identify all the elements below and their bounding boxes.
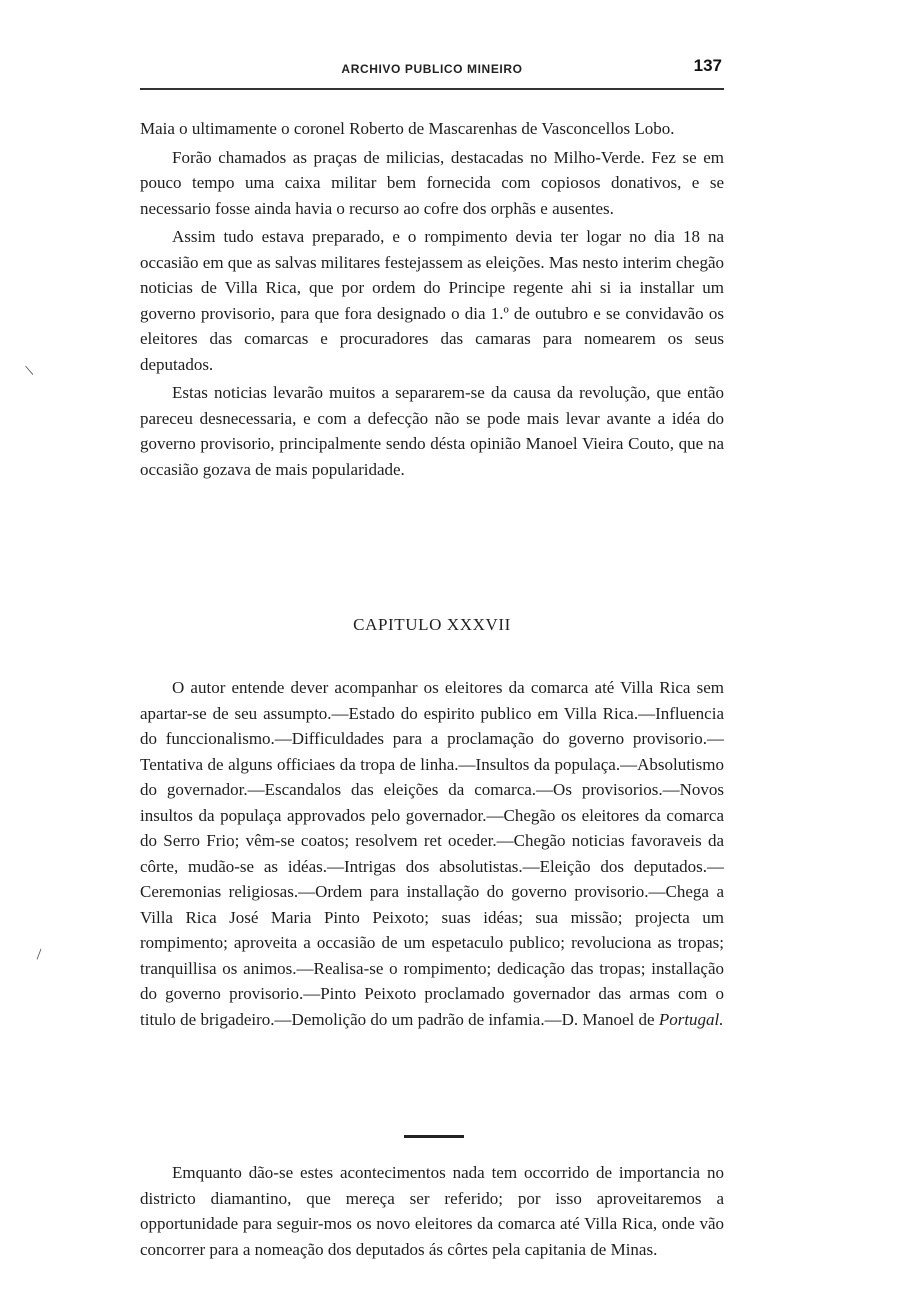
header-rule (140, 88, 724, 90)
running-title: ARCHIVO PUBLICO MINEIRO (341, 62, 523, 76)
chapter-summary (140, 675, 724, 1032)
page-number: 137 (693, 56, 722, 75)
paragraph: Estas noticias levarão muitos a separarem-se da causa da revolução, que então pareceu desnecessaria, e com a defecção não se pode mais levar avante a idéa do governo provisorio, principalmente sendo désta opinião Manoel Vieira Couto, que na occasião gozava de mais popularidade. (140, 383, 724, 479)
paragraph: Forão chamados as praças de milicias, destacadas no Milho-Verde. Fez se em pouco tempo uma caixa militar bem fornecida com copiosos donativos, e se necessario fosse ainda havia o recurso ao cofre dos orphãs e ausentes. (140, 147, 724, 218)
paragraph: Assim tudo estava preparado, e o rompimento devia ter logar no dia 18 na occasião em que as salvas militares festejassem as eleições. Mas nesto interim chegão noticias de Villa Rica, que por ordem do Principe regente ahi si ia installar um governo provisorio, para que fora designado o dia 1.º de outubro e se convidavão os eleitores das comarcas e procuradores das camaras para nomearem os seus deputados. (140, 227, 724, 374)
chapter-heading: CAPITULO XXXVII (353, 615, 511, 634)
closing-paragraph: Emquanto dão-se estes acontecimentos nada tem occorrido de importancia no districto diamantino, que mereça ser referido; por isso aproveitaremos a opportunidade para seguir-mos os novo eleitores da comarca até Villa Rica, onde vão concorrer para a nomeação dos deputados ás côrtes pela capitania de Minas. (140, 1163, 724, 1259)
margin-mark: / (21, 364, 39, 377)
summary-paragraph (140, 675, 724, 1032)
body-text (140, 116, 724, 482)
summary-text: O autor entende dever acompanhar os eleitores da comarca até Villa Rica sem apartar-se de seu assumpto.—Estado do espirito publico em Villa Rica.—Influencia do funccionalismo.—Difficuldades para a proclamação do governo provisorio.—Tentativa de alguns officiaes da tropa de linha.—Insultos da populaça.—Absolutismo do governador.—Escandalos das eleições da comarca.—Os provisorios.—Novos insultos da populaça approvados pelo governador.—Chegão os eleitores da comarca do Serro Frio; vêm-se coatos; resolvem ret oceder.—Chegão noticias favoraveis da côrte, mudão-se as idéas.—Intrigas dos absolutistas.—Eleição dos deputados.—Ceremonias religiosas.—Ordem para installação do governo provisorio.—Chega a Villa Rica José Maria Pinto Peixoto; suas idéas; sua missão; projecta um rompimento; aproveita a occasião de um espetaculo publico; revoluciona as tropas; tranquillisa os animos.—Realisa-se o rompimento; dedicação das tropas; installação do governo provisorio.—Pinto Peixoto proclamado governador das armas com o titulo de brigadeiro.—Demolição do um padrão de infamia.—D. Manoel de (140, 678, 724, 1029)
paragraph: Maia o ultimamente o coronel Roberto de Mascarenhas de Vasconcellos Lobo. (140, 119, 675, 138)
page-header (140, 56, 724, 86)
margin-mark: \ (31, 946, 46, 963)
closing-text (140, 1160, 724, 1262)
summary-italic-text: Portugal. (658, 1009, 724, 1029)
section-divider (404, 1135, 464, 1138)
